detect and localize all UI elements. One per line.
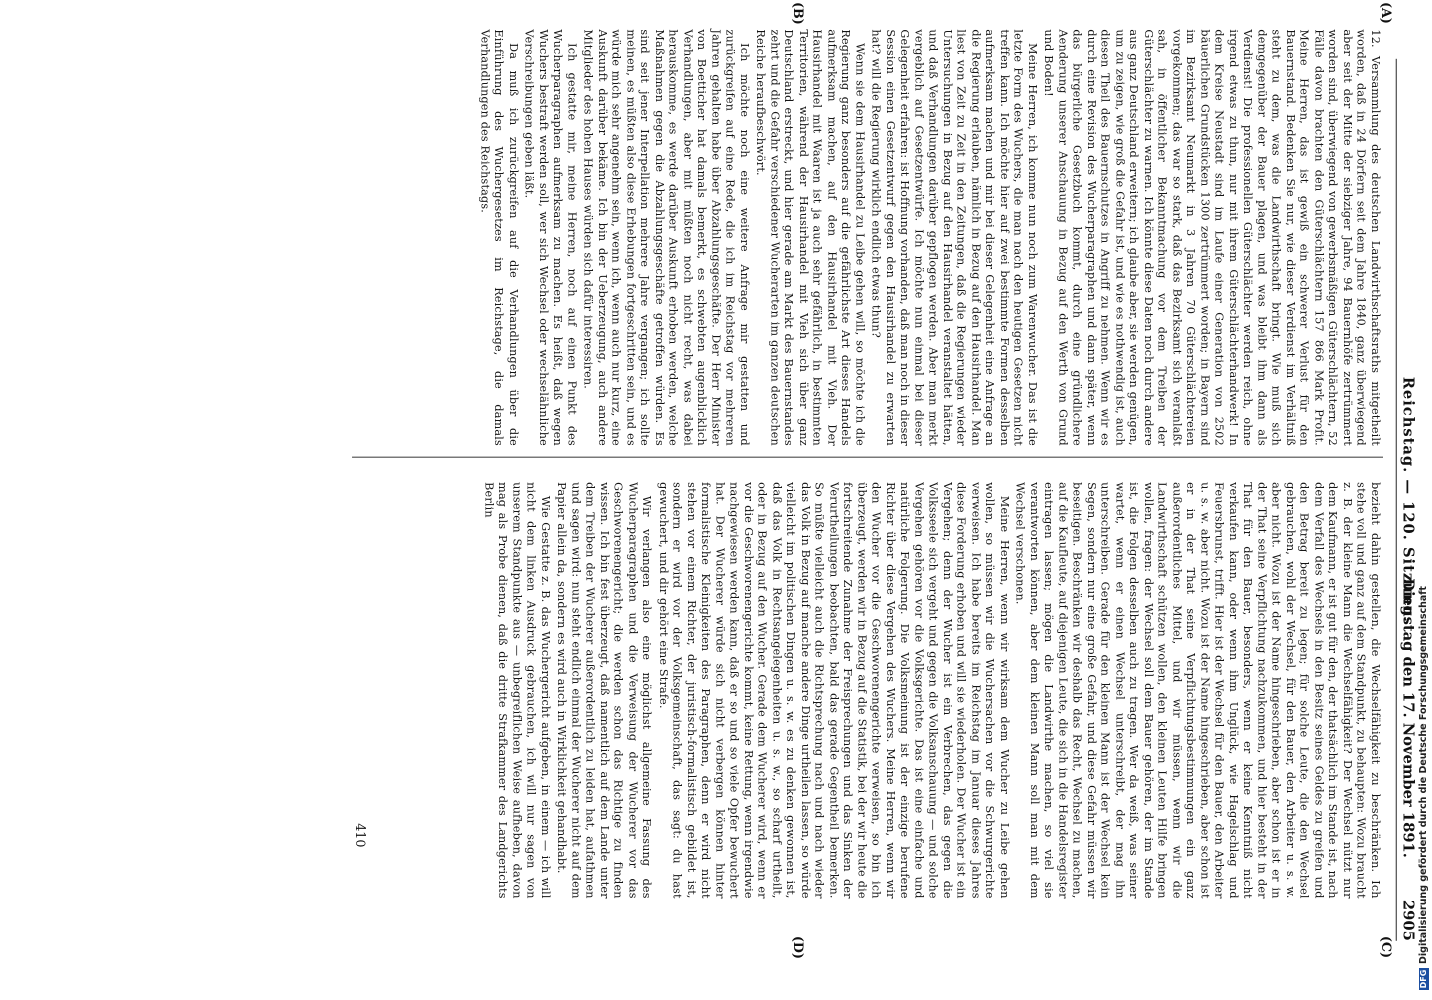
margin-mark-d: (D) bbox=[790, 935, 805, 960]
paragraph: Ich gestatte mir, meine Herren, noch auf einen Punkt des Wucherparagraphen aufmerksam zu machen. Es heißt, daß wegen Wuchers bestraft werden soll, wer sich Wechsel oder wechselähnliche Verschreibungen geben läßt. bbox=[523, 29, 580, 446]
credit-text: Digitalisierung gefördert durch die Deutsche Forschungsgemeinschaft bbox=[1418, 586, 1429, 964]
margin-mark-c: (C) bbox=[1378, 935, 1393, 959]
page-number: 2905 bbox=[1399, 899, 1418, 941]
paragraph: Meine Herren, ich komme nun noch zum Warenwucher. Das ist die letzte Form des Wuchers, die man nach den heutigen Gesetzen nicht treffen kann. Ich möchte hier auf zwei bestimmte Formen desselben aufmerksam machen und mir bei dieser Gelegenheit eine Anfrage an die Regierung erlauben, nämlich in Bezug auf den Hausirhandel. Man liest von Zeit zu Zeit in den Zeitungen, daß die Regierungen wieder Untersuchungen in Bezug auf den Hausirhandel veranstaltet hätten, und daß Verhandlungen darüber gepflogen werden. Aber man merkt vergeblich auf Gesetzentwürfe. Ich möchte nun einmal bei dieser Gelegenheit erfahren: ist Hoffnung vorhanden, daß man noch in dieser Session einen Gesetzentwurf gegen den Hausirhandel zu erwarten hat? will die Regierung wirklich endlich etwas thun? bbox=[869, 29, 1040, 446]
paragraph: Ich möchte noch eine weitere Anfrage mir gestatten und zurückgreifen auf eine Rede, die ich im Reichstag vor mehreren Jahren gehalten habe über Abzahlungsgeschäfte. Der Herr Minister von Boetticher hat damals bemerkt, es schwebten augenblicklich Verhandlungen, aber mit müßten noch nicht recht, was dabei herauskomme, es werde darüber Auskunft erhoben werden, welche Maßnahmen gegen die Abzahlungsgeschäfte getroffen würden. Es sind seit jener Interpellation mehrere Jahre vergangen; ich sollte meinen, es müßten also diese Erhebungen fortgeschritten sein, und es würde mich sehr angenehm sein, wenn ich, wenn auch nur kurz, eine Auskunft darüber bekäme. Ich bin der Ueberzeugung, auch andere Mitglieder des hohen Hauses würden sich dafür interessiren. bbox=[581, 29, 752, 446]
left-text-column bbox=[476, 29, 1383, 446]
paragraph: Da muß ich zurückgreifen auf die Verhandlungen über die Einführung des Wuchergesetzes im Reichstage, die damals Verhandlungen des Reichstags. bbox=[478, 29, 521, 446]
column-divider bbox=[352, 457, 1383, 458]
paragraph: Wir verlangen also eine möglichst allgemeine Fassung des Wucherparagraphen und die Verweisung der Wucherer vor das Geschworenengericht; die werden schon das Richtige zu finden wissen. Ich bin fest überzeugt, daß namentlich auf dem Lande unter dem Treiben der Wucherer außerordentlich zu leiden hat, aufathmen und sagen wird: nun steht endlich einmal der Wucherer nicht auf dem Papier allein da, sondern es wird auch in Wirklichkeit gehandhabt. bbox=[555, 482, 655, 899]
margin-mark-b: (B) bbox=[790, 1, 805, 25]
dfg-logo: DFG bbox=[1418, 969, 1428, 989]
right-text-column bbox=[480, 482, 1383, 899]
rotated-page-content bbox=[29, 0, 1432, 980]
paragraph: 12. Versammlung des deutschen Landwirthschaftsraths mitgetheilt worden, daß in 24 Dörfern seit dem Jahre 1840, ganz überwiegend aber seit der Mitte der siebziger Jahre, 94 Bauernhöfe zertrümmert worden sind, überwiegend von gewerbsmäßigen Güterschlächtern, 52 Fälle davon brachten den Güterschlächtern 157 866 Mark Profit. Meine Herren, das ist gewiß ein schwerer Verlust für den Bauernstand. Bedenken Sie nur, wie dieser Verdienst im Verhältniß steht zu dem, was die Landwirthschaft bringt. Wie muß sich demgegenüber der Bauer plagen, und was bleibt ihm dann als Verdienst! Die professionellen Güterschlächter werden reich, ohne irgend etwas zu thun, nur mit ihrem Güterschlächterhandwerk! In dem Kreise Neustadt sind im Laufe einer Generation von 2502 bäuerlichen Grundstücken 1300 zertrümmert worden; in Bayern sind im Bezirksamt Neumarkt in 3 Jahren 70 Güterschlächtereien vorgekommen; das war so stark, daß das Bezirksamt sich veranlaßt sah, in öffentlicher Bekanntmachung vor dem Treiben der Güterschlächter zu warnen. Ich könnte diese Daten noch durch andere aus ganz Deutschland erweitern; ich glaube aber, sie werden genügen, um zu zeigen, wie groß die Gefahr ist, und wie es nothwendig ist, auch diesen Theil des Bauernschutzes in Angriff zu nehmen. Wenn wir es durch eine Revision des Wucherparagraphen und dann später, wenn das bürgerliche Gesetzbuch kommt, durch eine gründlichere Aenderung unserer Anschauung in Bezug auf den Werth von Grund und Boden! bbox=[1042, 29, 1383, 446]
page-header bbox=[1396, 59, 1421, 941]
session-title: Reichstag. — 120. Sitzung. bbox=[1399, 376, 1418, 623]
margin-mark-a: (A) bbox=[1378, 1, 1393, 24]
session-date: Dienstag den 17. November 1891. bbox=[1399, 578, 1418, 858]
footer-page-code: 410 bbox=[352, 823, 367, 848]
paragraph: Wenn sie dem Hausirhandel zu Leibe gehen will, so möchte ich die Regierung ganz besonders auf die gefährlichste Art dieses Handels aufmerksam machen, auf den Hausirhandel mit Vieh. Der Hausirhandel mit Waaren ist ja auch sehr gefährlich, in bestimmten Territorien, während der Hausirhandel mit Vieh sich über ganz Deutschland erstreckt, und hier gerade am Markt des Bauernstandes zehrt und die Gefahr verschiedener Wucherarten im ganzen deutschen Reiche heraufbeschwört. bbox=[754, 29, 868, 446]
paragraph: Wie Gestatte z. B. das Wuchergericht aufgeben, in einem — ich will nicht dem linken Ausdruck gebrauchen, ich will nur sagen von unserem Standpunkte aus — unbegreiflichen Weise aufheben, davon mag als Probe dienen, daß die dritte Strafkammer des Landgerichts Berlin bbox=[482, 482, 553, 899]
digitization-credit bbox=[1418, 586, 1429, 990]
paragraph: Meine Herren, wenn wir wirksam dem Wucher zu Leibe gehen wollen, so müssen wir die Wuchersachen vor die Schwurgerichte verweisen. Ich habe bereits im Reichstag im Januar dieses Jahres diese Forderung erhoben und will sie wiederholen. Der Wucher ist ein Vergehen; denn der Wucher ist ein Verbrechen, das gegen die Volksseele sich vergeht und gegen die Volksanschauung — und solche Vergehen gehören vor die Volksgerichte. Das ist eine einfache und natürliche Folgerung. Die Volksmeinung ist der einzige berufene Richter über diese Vergehen des Wuchers. Meine Herren, wenn wir den Wucher vor die Geschworenengerichte verweisen, so bin ich überzeugt, werden wir in Bezug auf die Statistik, bei der wir heute die fortschreitende Zunahme der Freisprechungen und das Sinken der Verurtheilungen beobachten, bald das gerade Gegentheil bemerken. So müßte vielleicht auch die Richtsprechung nach und nach wieder das Volk in Bezug auf manche andere Dinge urtheilen lassen, so würde vielleicht im politischen Dingen u. s. w. es zu denken gewonnen ist, daß das Volk in Rechtsangelegenheiten u. s. w., so scharf urtheilt, oder in Bezug auf den Wucher. Gerade dem Wucherer wird, wenn er vor die Geschworenengerichte kommt, keine Rettung, wenn irgendwie nachgewiesen werden kann, daß er so und so viele Opfer bewuchert hat. Der Wucherer würde sich nicht verbergen können hinter formalistische Kleinigkeiten des Paragraphen, denn er wird nicht stehen vor einem Richter, der juristisch-formalistisch gebildet ist, sondern er wird vor der Volksgemeinschaft, das sagt: du hast gewuchert, und dir gehört eine Strafe. bbox=[656, 482, 1012, 899]
paragraph: bezieht dahin gestellen, die Wechselfähigkeit zu beschränken. Ich stehe voll und ganz auf dem Standpunkt, zu behaupten: Wozu braucht z. B. der kleine Mann die Wechselfähigkeit? Der Wechsel nützt nur dem Kaufmann, er ist gut für den, der thatsächlich im Stande ist, nach dem Verfall des Wechsels in den Besitz seines Geldes zu greifen und den Betrag bereit zu legen; für solche Leute, die den Wechsel gebrauchen, wohl der Wechsel, für den Bauer, den Arbeiter u. s. w. aber nicht. Wozu ist der Name hingeschrieben, aber schon ist er in der That seine Verpflichtung nachzukommen, und hier besteht in der That für den Bauer, besonders, wenn er keine Kenntniß nicht verkaufen kann, oder wenn ihm Unglück, wie Hagelschlag und Feuersbrunst, trifft. Hier ist der Wechsel für den Bauer, den Arbeiter u. s. w. aber nicht. Wozu ist der Name hingeschrieben, aber schon ist er in der That seine Verpflichtungsbestimmungen ein ganz außerordentliches Mittel, und wir müssen, wenn wir die Landwirthschaft schützen wollen, den kleinen Leuten Hilfe bringen wollen, fragen: der Wechsel soll dem Bauer gehören, der im Stande ist, die Folgen desselben auch zu tragen. Wer da weiß, was seiner wartet, wenn er einen Wechsel unterschreibt, der mag ihn unterschreiben. Gerade für den kleinen Mann ist der Wechsel kein Segen, sondern nur eine große Gefahr, und diese Gefahr müssen wir beseitigen. Beschränken wir deshalb das Recht, Wechsel zu machen, auf die Kaufleute, auf diejenigen Leute, die sich in die Handelsregister eintragen lassen; mögen die Landwirthe machen, so viel sie verantworten können, aber dem kleinen Mann soll man mit dem Wechsel verschonen. bbox=[1014, 482, 1383, 899]
